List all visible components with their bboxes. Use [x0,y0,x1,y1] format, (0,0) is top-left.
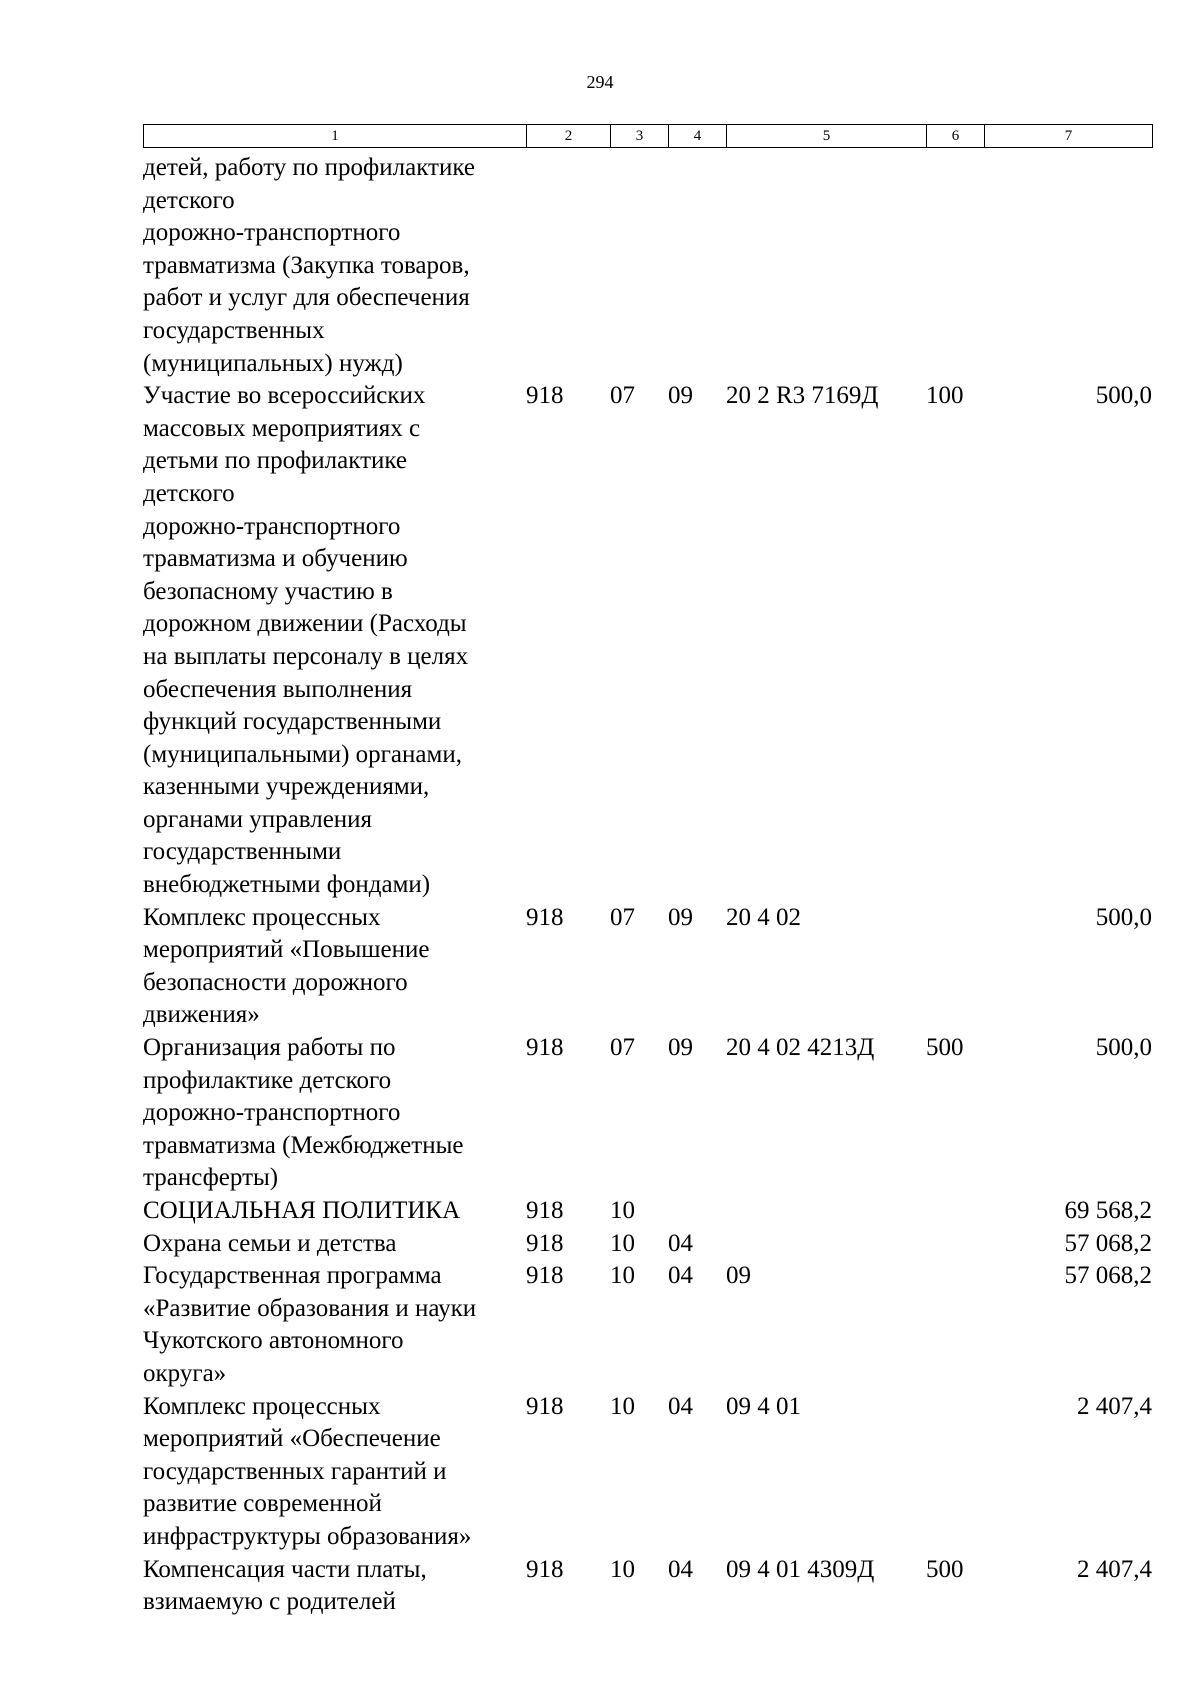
col-6-value [926,152,984,380]
col-2-value: 918 [526,903,564,931]
col-7-value [984,152,1152,380]
table-row [143,1032,1152,1195]
col-6-value [926,1260,984,1390]
col-6-value [926,902,984,1032]
col-7-value: 2 407,4 [1077,1392,1152,1420]
col-3-value: 10 [610,1262,635,1290]
col-6-value: 100 [926,382,964,410]
col-2-value: 918 [526,1262,564,1290]
item-name: СОЦИАЛЬНАЯ ПОЛИТИКА [143,1197,461,1224]
col-4-value: 09 [668,382,693,410]
col-7-value: 500,0 [1095,382,1152,410]
column-header-6: 6 [927,125,985,148]
column-header-7: 7 [985,125,1153,148]
col-5-value: 20 4 02 4213Д [726,1034,875,1062]
col-6-value [926,1391,984,1554]
col-4-value: 09 [668,1034,693,1062]
col-5-value [726,152,926,380]
col-6-value: 500 [926,1034,964,1062]
column-number-header [143,124,1153,148]
budget-table [143,152,1152,1619]
col-7-value: 500,0 [1095,1034,1152,1062]
table-row [143,1260,1152,1390]
col-2-value: 918 [526,1229,564,1257]
col-2-value [526,152,610,380]
col-7-value: 57 068,2 [1064,1229,1152,1257]
col-2-value: 918 [526,1392,564,1420]
col-3-value: 10 [610,1229,635,1257]
column-header-3: 3 [611,125,669,148]
col-3-value: 10 [610,1392,635,1420]
item-name: Комплекс процессных мероприятий «Обеспечение государственных гарантий и развитие современной инфраструктуры образования» [143,1392,472,1550]
col-3-value: 07 [610,1034,635,1062]
col-7-value: 57 068,2 [1064,1262,1152,1290]
col-4-value: 04 [668,1392,693,1420]
table-row [143,1391,1152,1554]
col-4-value [668,152,726,380]
table-row [143,152,1152,380]
item-name: детей, работу по профилактике детского дорожно-транспортного травматизма (Закупка товаров, работ и услуг для обеспечения государственных (муниципальных) нужд) [143,154,475,377]
col-3-value [610,152,668,380]
col-3-value: 10 [610,1555,635,1583]
col-4-value [668,1195,726,1228]
col-5-value: 20 4 02 [726,903,801,931]
table-row [143,902,1152,1032]
item-name: Охрана семьи и детства [143,1229,397,1257]
col-2-value: 918 [526,1197,564,1224]
table-row [143,1228,1152,1261]
col-4-value: 04 [668,1262,693,1290]
col-2-value: 918 [526,382,564,410]
col-5-value: 09 4 01 [726,1392,801,1420]
item-name: Организация работы по профилактике детского дорожно-транспортного травматизма (Межбюджетные трансферты) [143,1034,464,1192]
item-name: Комплекс процессных мероприятий «Повышение безопасности дорожного движения» [143,903,430,1029]
col-4-value: 04 [668,1229,693,1257]
item-name: Компенсация части платы, взимаемую с родителей [143,1555,427,1616]
col-3-value: 07 [610,382,635,410]
col-6-value: 500 [926,1555,964,1583]
col-4-value: 09 [668,903,693,931]
column-header-5: 5 [727,125,927,148]
col-5-value [726,1195,926,1228]
col-4-value: 04 [668,1555,693,1583]
col-7-value: 500,0 [1095,903,1152,931]
col-6-value [926,1228,984,1261]
col-2-value: 918 [526,1555,564,1583]
col-7-value: 69 568,2 [1064,1197,1152,1224]
item-name: Участие во всероссийских массовых мероприятиях с детьми по профилактике детского дорожно-транспортного травматизма и обучению безопасному участию в дорожном движении (Расходы на выплаты персоналу в целях обеспечения выполнения функций государственными (муниципальными) органами, казенными учреждениями, органами управления государственными внебюджетными фондами) [143,382,469,899]
column-header-1: 1 [144,125,527,148]
col-3-value: 10 [610,1197,635,1224]
item-name: Государственная программа «Развитие образования и науки Чукотского автономного округа» [143,1262,477,1387]
table-row [143,1554,1152,1619]
column-header-4: 4 [669,125,727,148]
col-3-value: 07 [610,903,635,931]
col-5-value [726,1228,926,1261]
table-row [143,380,1152,902]
col-5-value: 20 2 R3 7169Д [726,382,879,410]
col-6-value [926,1195,984,1228]
col-5-value: 09 4 01 4309Д [726,1555,875,1583]
col-2-value: 918 [526,1034,564,1062]
column-header-2: 2 [527,125,611,148]
page-number: 294 [586,72,614,92]
table-row [143,1195,1152,1228]
col-5-value: 09 [726,1262,751,1290]
col-7-value: 2 407,4 [1077,1555,1152,1583]
